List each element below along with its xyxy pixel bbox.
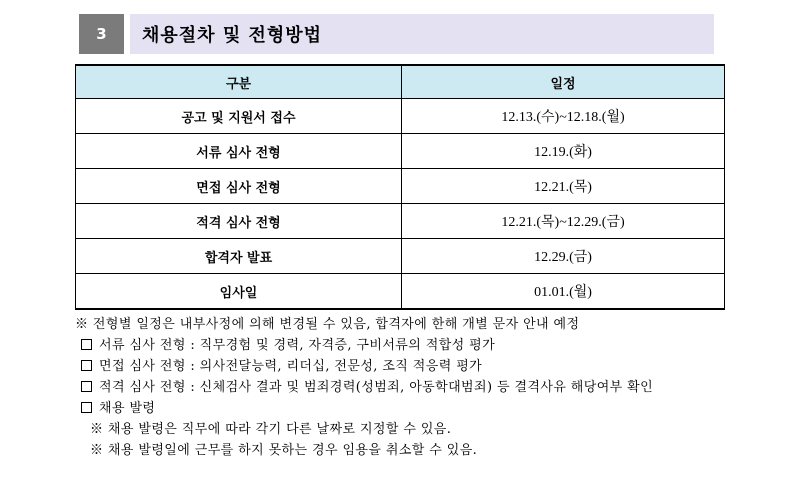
notes-section	[75, 314, 735, 461]
date-cell: 12.19.(화)	[402, 134, 725, 169]
appointment-sub-note: ※ 채용 발령일에 근무를 하지 못하는 경우 임용을 취소할 수 있음.	[90, 443, 478, 458]
note-item	[75, 398, 735, 419]
date-cell: 12.21.(목)~12.29.(금)	[402, 204, 725, 239]
table-header-row	[76, 65, 725, 99]
stage-cell: 서류 심사 전형	[76, 134, 402, 169]
note-item	[75, 356, 735, 377]
stage-cell: 면접 심사 전형	[76, 169, 402, 204]
date-cell: 12.21.(목)	[402, 169, 725, 204]
section-title-bar	[130, 14, 714, 54]
note-item-text: 적격 심사 전형 : 신체검사 결과 및 범죄경력(성범죄, 아동학대범죄) 등 결격사유 해당여부 확인	[99, 380, 654, 395]
date-cell: 12.13.(수)~12.18.(월)	[402, 99, 725, 134]
stage-cell: 공고 및 지원서 접수	[76, 99, 402, 134]
column-header-category: 구분	[76, 65, 402, 99]
checkbox-icon	[81, 360, 92, 371]
schedule-change-notice: ※ 전형별 일정은 내부사정에 의해 변경될 수 있음, 합격자에 한해 개별 문자 안내 예정	[75, 317, 580, 332]
stage-cell: 임사일	[76, 274, 402, 310]
section-title: 채용절차 및 전형방법	[142, 25, 323, 46]
table-row	[76, 274, 725, 310]
stage-cell: 적격 심사 전형	[76, 204, 402, 239]
note-item-text: 채용 발령	[99, 401, 156, 416]
note-item	[75, 377, 735, 398]
schedule-table	[75, 64, 725, 310]
column-header-schedule: 일정	[402, 65, 725, 99]
table-row	[76, 99, 725, 134]
section-header	[79, 14, 714, 54]
section-number-badge: 3	[79, 14, 124, 54]
checkbox-icon	[81, 381, 92, 392]
date-cell: 12.29.(금)	[402, 239, 725, 274]
table-row	[76, 239, 725, 274]
table-row	[76, 134, 725, 169]
table-row	[76, 204, 725, 239]
note-item	[75, 335, 735, 356]
stage-cell: 합격자 발표	[76, 239, 402, 274]
appointment-sub-note: ※ 채용 발령은 직무에 따라 각기 다른 날짜로 지정할 수 있음.	[90, 422, 452, 437]
date-cell: 01.01.(월)	[402, 274, 725, 310]
table-row	[76, 169, 725, 204]
note-item-text: 서류 심사 전형 : 직무경험 및 경력, 자격증, 구비서류의 적합성 평가	[99, 338, 496, 353]
checkbox-icon	[81, 339, 92, 350]
checkbox-icon	[81, 402, 92, 413]
note-item-text: 면접 심사 전형 : 의사전달능력, 리더십, 전문성, 조직 적응력 평가	[99, 359, 483, 374]
